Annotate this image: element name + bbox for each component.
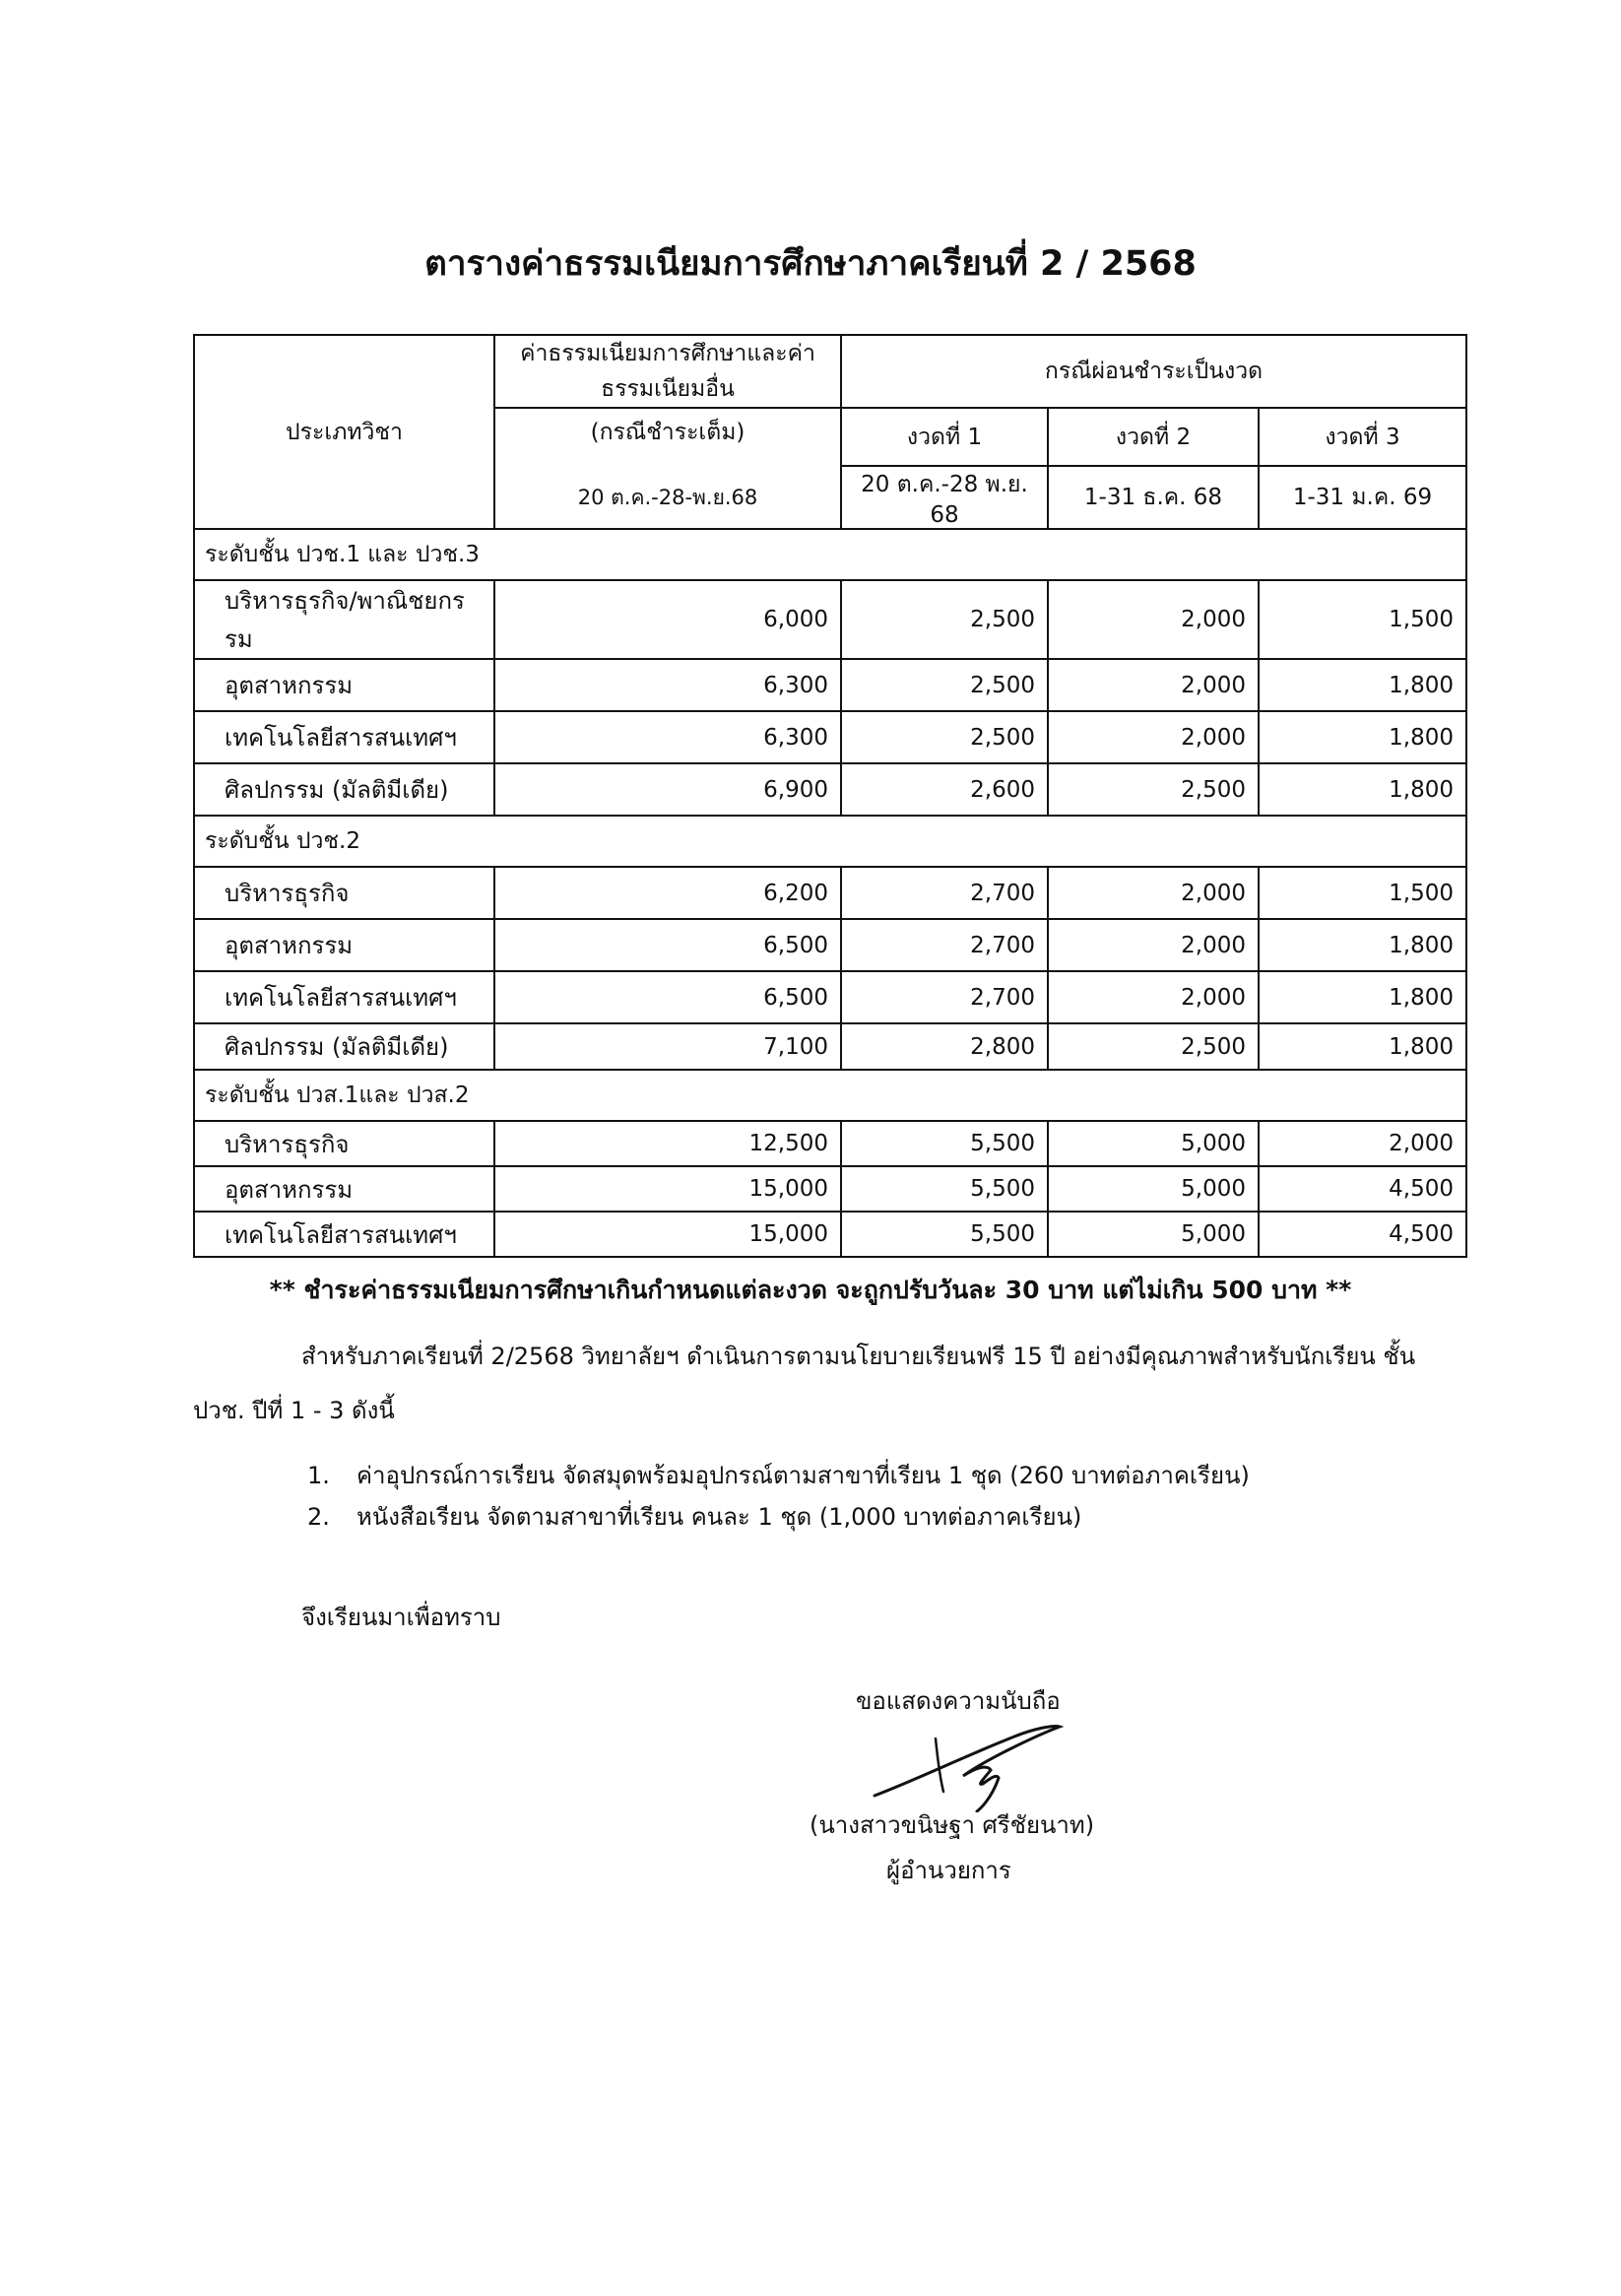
fee-cell: 1,500 <box>1259 867 1466 919</box>
installment-3-header: งวดที่ 3 <box>1259 408 1466 466</box>
fee-cell: 5,500 <box>841 1166 1048 1212</box>
installment-2-header: งวดที่ 2 <box>1048 408 1259 466</box>
fee-cell: 5,000 <box>1048 1121 1259 1166</box>
subject-cell: ศิลปกรรม (มัลติมีเดีย) <box>194 1023 494 1070</box>
fee-cell: 2,700 <box>841 919 1048 971</box>
list-item-text: ค่าอุปกรณ์การเรียน จัดสมุดพร้อมอุปกรณ์ตามสาขาที่เรียน 1 ชุด (260 บาทต่อภาคเรียน) <box>357 1462 1250 1489</box>
signature-image <box>867 1719 1064 1812</box>
fee-cell: 2,000 <box>1259 1121 1466 1166</box>
level-heading: ระดับชั้น ปวช.2 <box>194 816 1466 867</box>
table-row <box>194 1166 1466 1212</box>
subject-cell: อุตสาหกรรม <box>194 919 494 971</box>
fee-cell: 6,500 <box>494 971 841 1023</box>
fee-cell: 7,100 <box>494 1023 841 1070</box>
fee-cell: 6,300 <box>494 659 841 711</box>
fee-cell: 2,500 <box>1048 1023 1259 1070</box>
installment-1-header: งวดที่ 1 <box>841 408 1048 466</box>
table-row <box>194 919 1466 971</box>
level-heading: ระดับชั้น ปวช.1 และ ปวช.3 <box>194 529 1466 580</box>
table-row <box>194 763 1466 816</box>
late-payment-note: ** ชำระค่าธรรมเนียมการศึกษาเกินกำหนดแต่ละงวด จะถูกปรับวันละ 30 บาท แต่ไม่เกิน 500 บาท ** <box>269 1276 1352 1304</box>
fee-cell: 2,700 <box>841 971 1048 1023</box>
fee-cell: 6,300 <box>494 711 841 763</box>
fee-cell: 1,800 <box>1259 971 1466 1023</box>
policy-paragraph-line-1: สำหรับภาคเรียนที่ 2/2568 วิทยาลัยฯ ดำเนินการตามนโยบายเรียนฟรี 15 ปี อย่างมีคุณภาพสำหรับนักเรียน ชั้น <box>301 1343 1416 1370</box>
list-item <box>307 1456 1250 1494</box>
fee-cell: 2,000 <box>1048 659 1259 711</box>
fee-cell: 2,800 <box>841 1023 1048 1070</box>
fee-cell: 1,800 <box>1259 1023 1466 1070</box>
signer-name: (นางสาวขนิษฐา ศรีชัยนาท) <box>810 1811 1095 1839</box>
table-row <box>194 971 1466 1023</box>
fee-cell: 4,500 <box>1259 1166 1466 1212</box>
fee-cell: 2,700 <box>841 867 1048 919</box>
fee-cell: 2,000 <box>1048 971 1259 1023</box>
regards-text: ขอแสดงความนับถือ <box>856 1687 1061 1715</box>
fee-cell: 1,800 <box>1259 763 1466 816</box>
fee-cell: 15,000 <box>494 1212 841 1257</box>
subject-cell: บริหารธุรกิจ/พาณิชยกรรม <box>194 580 494 659</box>
fee-cell: 2,600 <box>841 763 1048 816</box>
table-row <box>194 711 1466 763</box>
installment-header: กรณีผ่อนชำระเป็นงวด <box>841 335 1466 408</box>
fee-cell: 1,500 <box>1259 580 1466 659</box>
fee-cell: 2,500 <box>841 580 1048 659</box>
table-row <box>194 1121 1466 1166</box>
fee-cell: 6,500 <box>494 919 841 971</box>
level-row <box>194 816 1466 867</box>
installment-3-date: 1-31 ม.ค. 69 <box>1259 466 1466 529</box>
level-row <box>194 529 1466 580</box>
fee-cell: 2,000 <box>1048 711 1259 763</box>
table-row <box>194 867 1466 919</box>
subject-cell: อุตสาหกรรม <box>194 1166 494 1212</box>
fee-cell: 5,500 <box>841 1121 1048 1166</box>
subject-cell: ศิลปกรรม (มัลติมีเดีย) <box>194 763 494 816</box>
fee-cell: 5,000 <box>1048 1166 1259 1212</box>
subject-cell: บริหารธุรกิจ <box>194 1121 494 1166</box>
fee-cell: 5,000 <box>1048 1212 1259 1257</box>
fee-table-header <box>194 335 1466 529</box>
fee-cell: 6,900 <box>494 763 841 816</box>
installment-1-date: 20 ต.ค.-28 พ.ย. 68 <box>841 466 1048 529</box>
full-payment-cell <box>494 408 841 529</box>
list-item-number: 1. <box>307 1462 330 1489</box>
fee-cell: 6,000 <box>494 580 841 659</box>
subject-cell: เทคโนโลยีสารสนเทศฯ <box>194 1212 494 1257</box>
subject-header: ประเภทวิชา <box>194 335 494 529</box>
document-title: ตารางค่าธรรมเนียมการศึกษาภาคเรียนที่ 2 / 2568 <box>424 244 1197 284</box>
subject-cell: เทคโนโลยีสารสนเทศฯ <box>194 971 494 1023</box>
fee-cell: 1,800 <box>1259 711 1466 763</box>
fee-cell: 2,000 <box>1048 580 1259 659</box>
full-payment-header: ค่าธรรมเนียมการศึกษาและค่าธรรมเนียมอื่น <box>494 335 841 408</box>
policy-paragraph-line-2: ปวช. ปีที่ 1 - 3 ดังนี้ <box>193 1397 395 1424</box>
subject-cell: เทคโนโลยีสารสนเทศฯ <box>194 711 494 763</box>
fee-cell: 1,800 <box>1259 659 1466 711</box>
signer-role: ผู้อำนวยการ <box>886 1857 1011 1884</box>
subject-cell: บริหารธุรกิจ <box>194 867 494 919</box>
fee-cell: 6,200 <box>494 867 841 919</box>
fee-table-body <box>194 529 1466 1257</box>
level-row <box>194 1070 1466 1121</box>
level-heading: ระดับชั้น ปวส.1และ ปวส.2 <box>194 1070 1466 1121</box>
list-item-number: 2. <box>307 1503 330 1531</box>
fee-cell: 15,000 <box>494 1166 841 1212</box>
fee-cell: 5,500 <box>841 1212 1048 1257</box>
fee-cell: 12,500 <box>494 1121 841 1166</box>
fee-cell: 2,500 <box>1048 763 1259 816</box>
fee-cell: 1,800 <box>1259 919 1466 971</box>
fee-cell: 4,500 <box>1259 1212 1466 1257</box>
table-row <box>194 1212 1466 1257</box>
installment-2-date: 1-31 ธ.ค. 68 <box>1048 466 1259 529</box>
list-item <box>307 1497 1081 1536</box>
fee-cell: 2,500 <box>841 711 1048 763</box>
subject-cell: อุตสาหกรรม <box>194 659 494 711</box>
table-row <box>194 659 1466 711</box>
table-row <box>194 580 1466 659</box>
table-row <box>194 1023 1466 1070</box>
full-payment-date: 20 ต.ค.-28-พ.ย.68 <box>577 486 758 509</box>
fee-cell: 2,500 <box>841 659 1048 711</box>
fee-cell: 2,000 <box>1048 919 1259 971</box>
fee-cell: 2,000 <box>1048 867 1259 919</box>
list-item-text: หนังสือเรียน จัดตามสาขาที่เรียน คนละ 1 ชุด (1,000 บาทต่อภาคเรียน) <box>357 1503 1082 1531</box>
closing-text: จึงเรียนมาเพื่อทราบ <box>301 1604 501 1631</box>
fee-table <box>193 334 1467 1258</box>
full-payment-subheader: (กรณีชำระเต็ม) <box>590 420 746 445</box>
